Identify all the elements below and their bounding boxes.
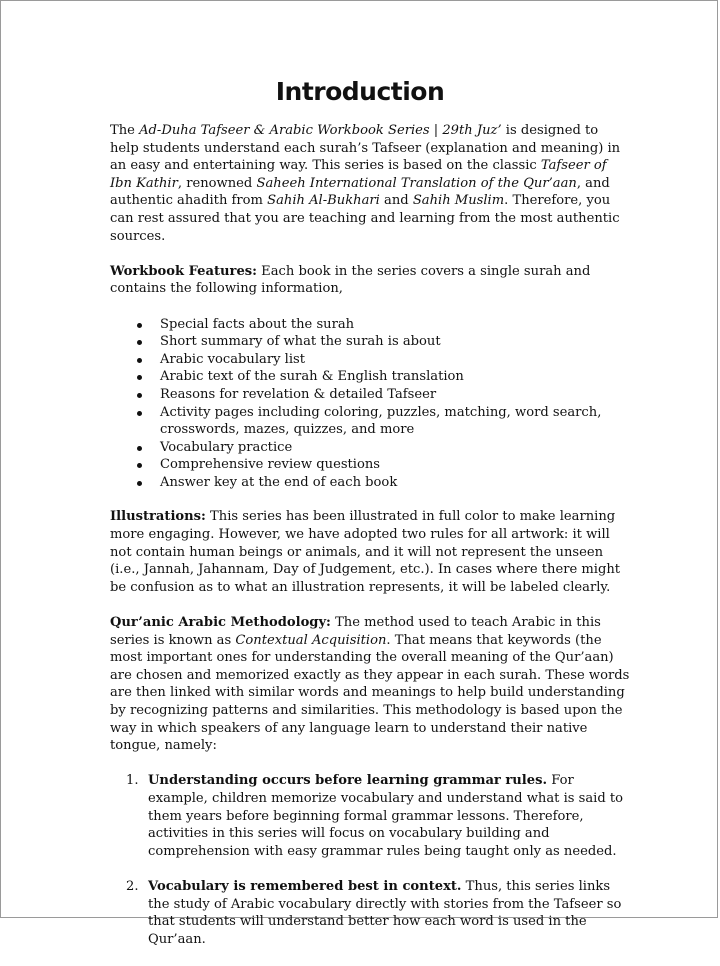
features-paragraph (110, 263, 630, 298)
item-number: 2. (126, 878, 139, 894)
intro-text: The (110, 123, 140, 138)
list-item: Special facts about the surah (160, 316, 630, 334)
principle-text: For example, children memorize vocabulary and understand what is said to them years before beginning formal grammar lessons. Therefore, activities in this series will focus on vocabulary building and comprehension with easy grammar rules being taught only as needed. (148, 773, 624, 859)
list-item: Arabic vocabulary list (160, 351, 630, 369)
source-title: Saheeh International Translation of the Qur’aan (256, 175, 577, 191)
features-heading: Workbook Features: (110, 263, 257, 279)
source-title: Sahih Muslim (412, 193, 505, 209)
list-item: Vocabulary practice (160, 439, 630, 457)
intro-text: , renowned (177, 175, 257, 191)
methodology-paragraph (110, 614, 630, 755)
intro-text: and (379, 193, 413, 209)
illustrations-paragraph (110, 508, 630, 596)
page-title: Introduction (275, 77, 445, 106)
list-item: Reasons for revelation & detailed Tafseer (160, 386, 630, 404)
intro-text: is designed to help students understand each surah’s Tafseer (explanation and meaning) in an easy and entertaining way. This series is based on the classic (110, 123, 621, 174)
methodology-text: . That means that keywords (the most important ones for understanding the overall meaning of the Qur’aan) are chosen and memorized exactly as they appear in each surah. These words are then linked with similar words and meanings to help build understanding by recognizing patterns and similarities. This methodology is based upon the way in which speakers of any language learn to understand their native tongue, namely: (110, 632, 630, 754)
list-item: Short summary of what the surah is about (160, 333, 630, 351)
principles-list (110, 772, 630, 948)
illustrations-heading: Illustrations: (110, 509, 206, 525)
list-item: Comprehensive review questions (160, 456, 630, 474)
list-item: Answer key at the end of each book (160, 474, 630, 492)
intro-text: . Therefore, you can rest assured that you are teaching and learning from the most authentic sources. (110, 193, 620, 244)
intro-text: , and authentic ahadith from (110, 175, 610, 209)
methodology-text: The method used to teach Arabic in this series is known as (110, 615, 601, 648)
series-title: Ad-Duha Tafseer & Arabic Workbook Series | 29th Juz’ (139, 123, 502, 138)
principle-heading: Vocabulary is remembered best in context. (148, 878, 462, 894)
features-list (110, 316, 630, 492)
features-text: Each book in the series covers a single surah and contains the following information, (110, 263, 591, 297)
list-item: Arabic text of the surah & English translation (160, 368, 630, 386)
source-title: Sahih Al-Bukhari (267, 193, 380, 209)
methodology-heading: Qur’anic Arabic Methodology: (110, 615, 331, 631)
document-body (110, 122, 630, 966)
method-name: Contextual Acquisition (235, 632, 387, 648)
list-item (126, 772, 630, 860)
illustrations-text: This series has been illustrated in full color to make learning more engaging. However, we have adopted two rules for all artwork: it will not contain human beings or animals, and it will not represent the unseen (i.e., Jannah, Jahannam, Day of Judgement, etc.). In cases where there might be confusion as to what an illustration represents, it will be labeled clearly. (110, 509, 621, 595)
source-title: Tafseer of Ibn Kathir (110, 158, 607, 191)
intro-paragraph (110, 122, 630, 245)
list-item (126, 878, 630, 948)
item-number: 1. (126, 773, 139, 789)
principle-text: Thus, this series links the study of Arabic vocabulary directly with stories from the Tafseer so that students will understand better how each word is used in the Qur’aan. (148, 878, 622, 947)
principle-heading: Understanding occurs before learning grammar rules. (148, 773, 548, 789)
list-item: Activity pages including coloring, puzzles, matching, word search, crosswords, mazes, quizzes, and more (160, 404, 630, 439)
